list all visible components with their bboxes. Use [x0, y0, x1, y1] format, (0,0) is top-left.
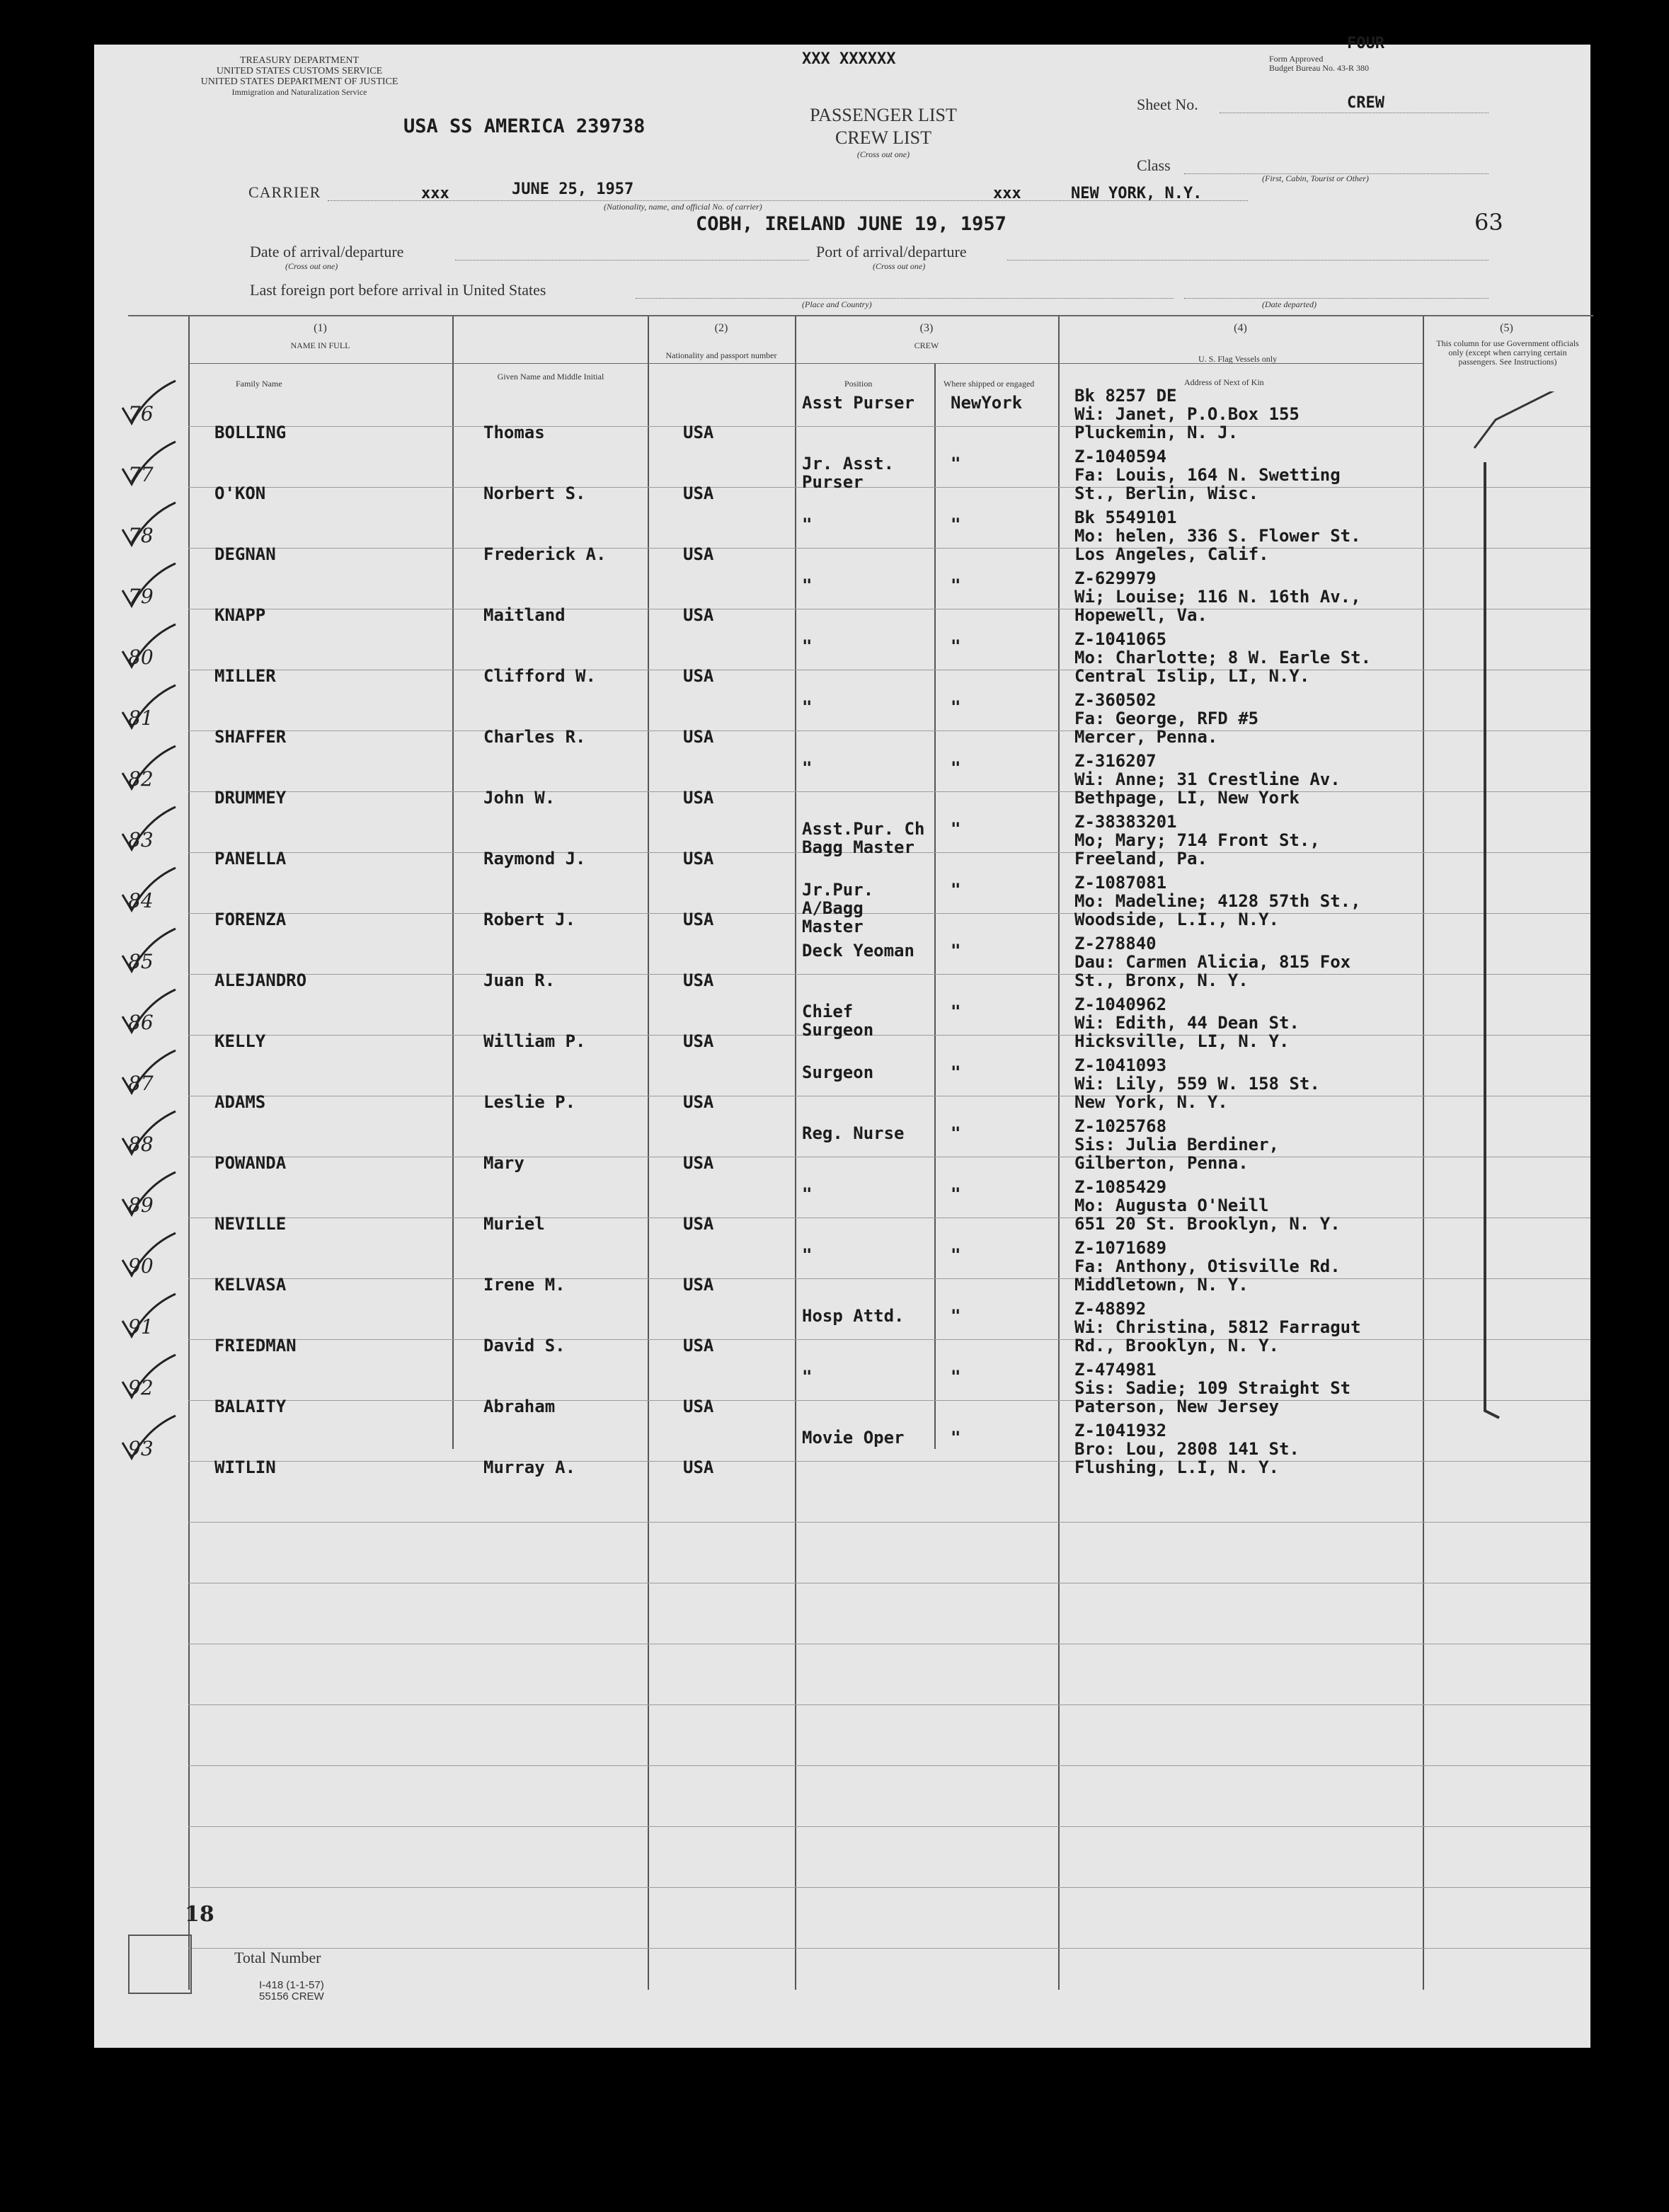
col1-given-header: Given Name and Middle Initial	[497, 372, 604, 382]
checkmark-icon	[119, 440, 183, 490]
checkmark-icon	[119, 806, 183, 855]
seaman-id: Z-1087081	[1074, 873, 1167, 893]
seaman-id: Bk 5549101	[1074, 508, 1177, 527]
seaman-id: Z-360502	[1074, 690, 1157, 710]
next-of-kin-address: Freeland, Pa.	[1074, 849, 1208, 869]
given-name: Clifford W.	[483, 666, 596, 686]
table-rule	[188, 1765, 1590, 1766]
shipped-at: "	[951, 758, 961, 778]
nationality: USA	[683, 1397, 714, 1416]
given-name: Frederick A.	[483, 544, 607, 564]
sheet-no-value: CREW	[1347, 94, 1384, 112]
next-of-kin: Wi: Anne; 31 Crestline Av.	[1074, 769, 1341, 789]
total-count-handwritten: 18	[185, 1902, 214, 1927]
next-of-kin: Fa: George, RFD #5	[1074, 709, 1259, 728]
family-name: KELLY	[214, 1031, 266, 1051]
form-approval	[1269, 55, 1369, 73]
arrival-label: Date of arrival/departure	[250, 243, 404, 260]
table-rule	[188, 1948, 1590, 1949]
next-of-kin: Mo: helen, 336 S. Flower St.	[1074, 526, 1361, 546]
checkmark-icon	[119, 1353, 183, 1403]
given-name: Juan R.	[483, 970, 556, 990]
next-of-kin-address: Mercer, Penna.	[1074, 727, 1218, 747]
agency-line: Immigration and Naturalization Service	[231, 87, 367, 97]
checkmark-icon	[119, 623, 183, 672]
next-of-kin-address: Flushing, L.I, N. Y.	[1074, 1457, 1279, 1477]
nationality: USA	[683, 1092, 714, 1112]
col-divider-shipped	[934, 363, 936, 1449]
checkmark-icon	[119, 379, 183, 429]
position: "	[802, 758, 813, 778]
seaman-id: Z-48892	[1074, 1299, 1147, 1319]
col-divider-left	[188, 316, 190, 1990]
table-rule	[188, 791, 1590, 792]
next-of-kin: Wi: Lily, 559 W. 158 St.	[1074, 1074, 1320, 1094]
col5-title: This column for use Government officials only (except when carrying certain passengers. See Instructions)	[1436, 338, 1579, 367]
total-number-box	[128, 1935, 192, 1994]
next-of-kin: Sis: Julia Berdiner,	[1074, 1135, 1279, 1154]
carrier-label: CARRIER	[248, 183, 321, 201]
checkmark-icon	[119, 684, 183, 733]
position: Movie Oper	[802, 1428, 905, 1448]
row-number: 87	[128, 1072, 154, 1095]
col-divider-address	[1058, 316, 1060, 1990]
given-name: Thomas	[483, 423, 545, 442]
position: "	[802, 1367, 813, 1387]
col2-number: (2)	[714, 322, 728, 334]
col1-number: (1)	[314, 322, 327, 334]
nationality: USA	[683, 1214, 714, 1234]
shipped-at: "	[951, 1123, 961, 1143]
checkmark-icon	[119, 866, 183, 916]
table-rule	[188, 1704, 1590, 1705]
class-note: (First, Cabin, Tourist or Other)	[1262, 173, 1369, 183]
row-number: 92	[128, 1376, 154, 1399]
nationality: USA	[683, 544, 714, 564]
next-of-kin: Sis: Sadie; 109 Straight St	[1074, 1378, 1351, 1398]
table-rule	[188, 1522, 1590, 1523]
shipped-at: "	[951, 1428, 961, 1448]
given-name: Raymond J.	[483, 849, 586, 869]
position: "	[802, 697, 813, 717]
next-of-kin: Fa: Louis, 164 N. Swetting	[1074, 465, 1341, 485]
shipped-at: "	[951, 1184, 961, 1204]
document-sheet	[94, 35, 1590, 2048]
nationality: USA	[683, 1031, 714, 1051]
foreign-port-line	[636, 298, 1174, 299]
checkmark-icon	[119, 988, 183, 1038]
shipped-at: "	[951, 575, 961, 595]
position: Chief Surgeon	[802, 1002, 874, 1040]
seaman-id: Z-1071689	[1074, 1238, 1167, 1258]
nationality: USA	[683, 727, 714, 747]
position: "	[802, 1184, 813, 1204]
shipped-at: "	[951, 515, 961, 534]
row-number: 78	[128, 524, 154, 547]
row-number: 85	[128, 950, 154, 973]
next-of-kin: Mo: Augusta O'Neill	[1074, 1196, 1269, 1215]
table-rule	[188, 1461, 1590, 1462]
nationality: USA	[683, 666, 714, 686]
next-of-kin-address: Gilberton, Penna.	[1074, 1153, 1249, 1173]
given-name: John W.	[483, 788, 556, 808]
carrier-date: JUNE 25, 1957	[512, 180, 634, 198]
checkmark-icon	[119, 1110, 183, 1159]
nationality: USA	[683, 910, 714, 929]
given-name: Leslie P.	[483, 1092, 576, 1112]
family-name: KNAPP	[214, 605, 266, 625]
table-rule	[188, 1217, 1590, 1218]
next-of-kin-address: Pluckemin, N. J.	[1074, 423, 1239, 442]
row-number: 76	[128, 402, 154, 425]
family-name: POWANDA	[214, 1153, 287, 1173]
nationality: USA	[683, 1336, 714, 1356]
sheet-no-label: Sheet No.	[1137, 96, 1198, 113]
sheet-word: FOUR	[1347, 35, 1384, 52]
seaman-id: Z-1041093	[1074, 1055, 1167, 1075]
next-of-kin-address: Middletown, N. Y.	[1074, 1275, 1249, 1295]
given-name: William P.	[483, 1031, 586, 1051]
family-name: NEVILLE	[214, 1214, 287, 1234]
table-rule	[188, 1887, 1590, 1888]
position: "	[802, 636, 813, 656]
class-label: Class	[1137, 156, 1171, 174]
given-name: Maitland	[483, 605, 566, 625]
next-of-kin-address: Woodside, L.I., N.Y.	[1074, 910, 1279, 929]
top-stamp: XXX XXXXXX	[802, 50, 896, 68]
carrier-port: NEW YORK, N.Y.	[1071, 185, 1203, 202]
given-name: Charles R.	[483, 727, 586, 747]
family-name: KELVASA	[214, 1275, 287, 1295]
family-name: BALAITY	[214, 1397, 287, 1416]
foreign-port-label: Last foreign port before arrival in United States	[250, 281, 546, 299]
next-of-kin-address: 651 20 St. Brooklyn, N. Y.	[1074, 1214, 1341, 1234]
next-of-kin: Wi: Christina, 5812 Farragut	[1074, 1317, 1361, 1337]
form-title	[777, 104, 990, 159]
next-of-kin-address: Rd., Brooklyn, N. Y.	[1074, 1336, 1279, 1356]
col1-title: NAME IN FULL	[290, 340, 350, 350]
title-note: (Cross out one)	[856, 149, 910, 159]
position: Asst.Pur. Ch Bagg Master	[802, 819, 925, 857]
next-of-kin: Mo: Charlotte; 8 W. Earle St.	[1074, 648, 1372, 667]
family-name: WITLIN	[214, 1457, 276, 1477]
next-of-kin: Wi: Janet, P.O.Box 155	[1074, 404, 1300, 424]
row-number: 91	[128, 1315, 154, 1339]
shipped-at: "	[951, 1002, 961, 1021]
nationality: USA	[683, 423, 714, 442]
nationality: USA	[683, 1153, 714, 1173]
shipped-at: "	[951, 941, 961, 961]
nationality: USA	[683, 1275, 714, 1295]
total-number-label: Total Number	[234, 1949, 321, 1966]
nationality: USA	[683, 788, 714, 808]
next-of-kin-address: New York, N. Y.	[1074, 1092, 1228, 1112]
row-number: 82	[128, 767, 154, 791]
checkmark-icon	[119, 562, 183, 612]
row-number: 77	[128, 463, 154, 486]
seaman-id: Z-38383201	[1074, 812, 1177, 832]
row-number: 83	[128, 828, 154, 852]
form-approved: Form Approved	[1269, 54, 1324, 64]
carrier-note: (Nationality, name, and official No. of carrier)	[604, 202, 762, 212]
col-divider-nat	[648, 316, 649, 1990]
seaman-id: Z-1040962	[1074, 995, 1167, 1014]
given-name: David S.	[483, 1336, 566, 1356]
family-name: DRUMMEY	[214, 788, 287, 808]
page-number: 63	[1474, 209, 1503, 236]
row-number: 88	[128, 1133, 154, 1156]
col3-title: CREW	[914, 340, 939, 350]
budget-bureau: Budget Bureau No. 43-R 380	[1269, 63, 1369, 73]
row-number: 79	[128, 585, 154, 608]
seaman-id: Z-278840	[1074, 934, 1157, 953]
position: Reg. Nurse	[802, 1123, 905, 1143]
seaman-id: Z-629979	[1074, 568, 1157, 588]
family-name: BOLLING	[214, 423, 287, 442]
shipped-at: "	[951, 1367, 961, 1387]
agency-line: TREASURY DEPARTMENT	[239, 55, 360, 66]
agency-header	[193, 55, 406, 98]
seaman-id: Z-1041065	[1074, 629, 1167, 649]
position: Jr. Asst. Purser	[802, 454, 895, 492]
checkmark-icon	[119, 1232, 183, 1281]
next-of-kin: Bro: Lou, 2808 141 St.	[1074, 1439, 1300, 1459]
shipped-at: "	[951, 697, 961, 717]
given-name: Norbert S.	[483, 483, 586, 503]
table-rule	[188, 548, 1590, 549]
form-code	[259, 1980, 324, 2002]
given-name: Muriel	[483, 1214, 545, 1234]
nationality: USA	[683, 970, 714, 990]
shipped-at: NewYork	[951, 393, 1023, 413]
seaman-id: Z-474981	[1074, 1360, 1157, 1380]
family-name: SHAFFER	[214, 727, 287, 747]
table-rule	[188, 974, 1590, 975]
col3-shipped-header: Where shipped or engaged	[944, 379, 1035, 389]
next-of-kin: Dau: Carmen Alicia, 815 Fox	[1074, 952, 1351, 972]
form-code-line: I-418 (1-1-57)	[259, 1979, 324, 1991]
seaman-id: Bk 8257 DE	[1074, 386, 1177, 406]
col2-title: Nationality and passport number	[665, 350, 777, 360]
table-rule	[188, 1400, 1590, 1401]
col1-family-header: Family Name	[236, 379, 282, 389]
gov-column-bracket-mark	[1446, 391, 1588, 1467]
checkmark-icon	[119, 745, 183, 794]
checkmark-icon	[119, 927, 183, 977]
col-divider-gov	[1423, 316, 1424, 1990]
row-number: 86	[128, 1011, 154, 1034]
shipped-at: "	[951, 454, 961, 474]
seaman-id: Z-1041932	[1074, 1421, 1167, 1440]
col-divider-given	[452, 316, 454, 1449]
ship-name: USA SS AMERICA 239738	[403, 115, 646, 137]
col3-position-header: Position	[844, 379, 873, 389]
family-name: FORENZA	[214, 910, 287, 929]
position: Deck Yeoman	[802, 941, 914, 961]
shipped-at: "	[951, 880, 961, 900]
position: Asst Purser	[802, 393, 914, 413]
shipped-at: "	[951, 1062, 961, 1082]
agency-line: UNITED STATES CUSTOMS SERVICE	[216, 66, 383, 76]
seaman-id: Z-1085429	[1074, 1177, 1167, 1197]
next-of-kin: Wi; Louise; 116 N. 16th Av.,	[1074, 587, 1361, 607]
given-name: Mary	[483, 1153, 524, 1173]
carrier-port-xxx: xxx	[993, 185, 1021, 202]
seaman-id: Z-1040594	[1074, 447, 1167, 466]
seaman-id: Z-1025768	[1074, 1116, 1167, 1136]
checkmark-icon	[119, 1414, 183, 1464]
row-number: 80	[128, 646, 154, 669]
table-rule	[188, 426, 1590, 427]
shipped-at: "	[951, 1245, 961, 1265]
nationality: USA	[683, 849, 714, 869]
col3-number: (3)	[919, 322, 934, 334]
next-of-kin-address: Paterson, New Jersey	[1074, 1397, 1279, 1416]
position: "	[802, 1245, 813, 1265]
row-number: 90	[128, 1254, 154, 1278]
col5-number: (5)	[1500, 322, 1513, 334]
table-top-rule	[128, 315, 1593, 316]
position: Jr.Pur. A/Bagg Master	[802, 880, 874, 936]
date-departed-line	[1184, 298, 1489, 299]
family-name: PANELLA	[214, 849, 287, 869]
table-rule	[188, 730, 1590, 731]
checkmark-icon	[119, 1293, 183, 1342]
table-rule	[188, 1339, 1590, 1340]
form-code-line: 55156 CREW	[259, 1990, 324, 2002]
row-number: 93	[128, 1437, 154, 1460]
given-name: Robert J.	[483, 910, 576, 929]
nationality: USA	[683, 1457, 714, 1477]
family-name: FRIEDMAN	[214, 1336, 297, 1356]
next-of-kin-address: Hopewell, Va.	[1074, 605, 1208, 625]
position: Hosp Attd.	[802, 1306, 905, 1326]
row-number: 89	[128, 1193, 154, 1217]
next-of-kin: Mo: Madeline; 4128 57th St.,	[1074, 891, 1361, 911]
col4-number: (4)	[1234, 322, 1247, 334]
title-crew-list: CREW LIST	[834, 127, 932, 148]
shipped-at: "	[951, 1306, 961, 1326]
family-name: DEGNAN	[214, 544, 276, 564]
family-name: MILLER	[214, 666, 276, 686]
row-number: 84	[128, 889, 154, 912]
port-note: (Cross out one)	[873, 261, 926, 271]
col-divider-crew	[795, 316, 796, 1990]
next-of-kin-address: Los Angeles, Calif.	[1074, 544, 1269, 564]
next-of-kin-address: Hicksville, LI, N. Y.	[1074, 1031, 1290, 1051]
position: "	[802, 515, 813, 534]
shipped-at: "	[951, 636, 961, 656]
next-of-kin-address: Bethpage, LI, New York	[1074, 788, 1300, 808]
port-label: Port of arrival/departure	[816, 243, 967, 260]
next-of-kin-address: Central Islip, LI, N.Y.	[1074, 666, 1310, 686]
table-rule	[188, 1826, 1590, 1827]
next-of-kin: Wi: Edith, 44 Dean St.	[1074, 1013, 1300, 1033]
given-name: Abraham	[483, 1397, 556, 1416]
col4-sub: Address of Next of Kin	[1184, 377, 1264, 387]
next-of-kin: Mo; Mary; 714 Front St.,	[1074, 830, 1320, 850]
title-passenger-list: PASSENGER LIST	[810, 105, 957, 125]
family-name: O'KON	[214, 483, 266, 503]
carrier-xxx: xxx	[421, 185, 449, 202]
given-name: Irene M.	[483, 1275, 566, 1295]
agency-line: UNITED STATES DEPARTMENT OF JUSTICE	[200, 76, 398, 87]
seaman-id: Z-316207	[1074, 751, 1157, 771]
next-of-kin-address: St., Bronx, N. Y.	[1074, 970, 1249, 990]
arrival-note: (Cross out one)	[285, 261, 338, 271]
next-of-kin-address: St., Berlin, Wisc.	[1074, 483, 1259, 503]
shipped-at: "	[951, 819, 961, 839]
nationality: USA	[683, 605, 714, 625]
row-number: 81	[128, 706, 154, 730]
position: "	[802, 575, 813, 595]
checkmark-icon	[119, 1049, 183, 1099]
nationality: USA	[683, 483, 714, 503]
col4-note: U. S. Flag Vessels only	[1198, 354, 1278, 364]
date-note: (Date departed)	[1262, 299, 1317, 309]
given-name: Murray A.	[483, 1457, 576, 1477]
family-name: ALEJANDRO	[214, 970, 307, 990]
table-rule	[188, 1278, 1590, 1279]
next-of-kin: Fa: Anthony, Otisville Rd.	[1074, 1256, 1341, 1276]
place-note: (Place and Country)	[802, 299, 872, 309]
last-foreign-port: COBH, IRELAND JUNE 19, 1957	[696, 213, 1006, 235]
family-name: ADAMS	[214, 1092, 266, 1112]
checkmark-icon	[119, 1171, 183, 1220]
position: Surgeon	[802, 1062, 874, 1082]
checkmark-icon	[119, 501, 183, 551]
